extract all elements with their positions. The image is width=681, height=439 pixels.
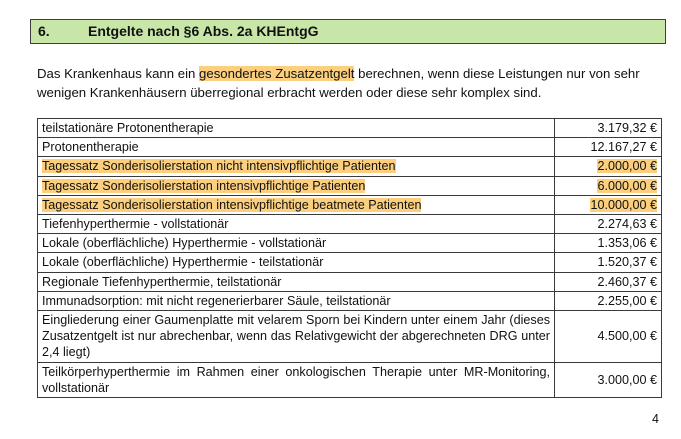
fee-description	[38, 253, 555, 272]
section-number: 6.	[38, 23, 50, 39]
fee-description-text: beat	[312, 197, 337, 212]
fee-amount-text: 4.500,00 €	[597, 329, 657, 344]
fee-amount-text: 1.353,06 €	[597, 236, 657, 251]
fee-description-text: Eingliederung einer Gaumenplatte mit velarem Sporn bei Kindern unter einem Jahr (dieses Zusatzentgelt ist nur abrechenbar, wenn das Relativgewicht der abgerechneten DRG unter 2,4 liegt)	[42, 313, 550, 360]
table-row	[38, 215, 662, 234]
fee-amount	[555, 119, 662, 138]
fee-amount	[555, 253, 662, 272]
fee-description	[38, 176, 555, 195]
fee-description-text: Tiefenhyperthermie - vollstationär	[42, 217, 229, 232]
fee-description-text: Immunadsorption: mit nicht regenerierbarer Säule, teilstationär	[42, 293, 391, 308]
fee-description	[38, 272, 555, 291]
page-number: 4	[652, 412, 659, 426]
table-row	[38, 272, 662, 291]
fee-amount	[555, 176, 662, 195]
table-row	[38, 253, 662, 272]
fee-amount	[555, 157, 662, 176]
table-row	[38, 138, 662, 157]
fee-amount-text: 12.167,27 €	[590, 140, 657, 155]
fee-amount	[555, 138, 662, 157]
fee-amount	[555, 311, 662, 363]
table-row	[38, 234, 662, 253]
fee-amount-text: 3.000,00 €	[597, 372, 657, 387]
fee-amount-text: 1.520,37 €	[597, 255, 657, 270]
fee-description	[38, 311, 555, 363]
fee-description	[38, 362, 555, 397]
fee-amount	[555, 291, 662, 310]
intro-text: Das Krankenhaus kann ein	[37, 66, 200, 81]
intro-text: berechnen, wenn diese Leistungen nur von sehr	[354, 66, 640, 81]
intro-highlight: gesondertes Zusatzentgelt	[199, 66, 355, 81]
fee-description	[38, 119, 555, 138]
fee-amount-text: 2.255,00 €	[597, 293, 657, 308]
fee-description-text: mete Patienten	[336, 197, 422, 212]
table-row	[38, 195, 662, 214]
table-row	[38, 362, 662, 397]
table-row	[38, 157, 662, 176]
fee-description-text: Tagessatz Sonderisolierstation intensivpflichtige Patienten	[42, 178, 366, 193]
fee-description	[38, 195, 555, 214]
fee-description-text: Regionale Tiefenhyperthermie, teilstationär	[42, 274, 282, 289]
table-row	[38, 291, 662, 310]
fee-amount-text: 10.000,00 €	[590, 197, 657, 212]
fee-amount-text: 2.000,00 €	[597, 159, 657, 174]
fee-amount-text: 2.460,37 €	[597, 274, 657, 289]
fee-description-text: Teilkörperhyperthermie im Rahmen einer onkologischen Therapie unter MR-Monitoring, vollstationär	[42, 364, 550, 395]
fee-description-text: teilstationäre Protonentherapie	[42, 121, 214, 135]
fee-description	[38, 215, 555, 234]
fee-description-text: Tagessatz Sonderisolierstation intensivpflichtige	[42, 197, 313, 212]
intro-text: wenigen Krankenhäusern überregional erbracht werden oder diese sehr komplex sind.	[37, 85, 542, 100]
fee-description-text: Tagessatz Sonderisolierstation nicht intensivpflichtige Patienten	[42, 159, 396, 174]
fee-amount	[555, 215, 662, 234]
table-row	[38, 176, 662, 195]
fee-table	[37, 118, 662, 398]
fee-description	[38, 234, 555, 253]
section-title: Entgelte nach §6 Abs. 2a KHEntgG	[88, 23, 319, 39]
fee-amount	[555, 234, 662, 253]
table-row	[38, 119, 662, 138]
fee-description-text: Lokale (oberflächliche) Hyperthermie - vollstationär	[42, 236, 327, 251]
table-row	[38, 311, 662, 363]
fee-description-text: Lokale (oberflächliche) Hyperthermie - teilstationär	[42, 255, 324, 270]
fee-amount-text: 6.000,00 €	[597, 178, 657, 193]
fee-description	[38, 157, 555, 176]
fee-description	[38, 291, 555, 310]
fee-amount-text: 3.179,32 €	[597, 121, 657, 135]
intro-paragraph	[37, 64, 669, 102]
fee-description	[38, 138, 555, 157]
fee-description-text: Protonentherapie	[42, 140, 139, 155]
fee-amount	[555, 272, 662, 291]
fee-amount	[555, 362, 662, 397]
section-header	[30, 19, 666, 44]
fee-amount-text: 2.274,63 €	[597, 217, 657, 232]
fee-amount	[555, 195, 662, 214]
